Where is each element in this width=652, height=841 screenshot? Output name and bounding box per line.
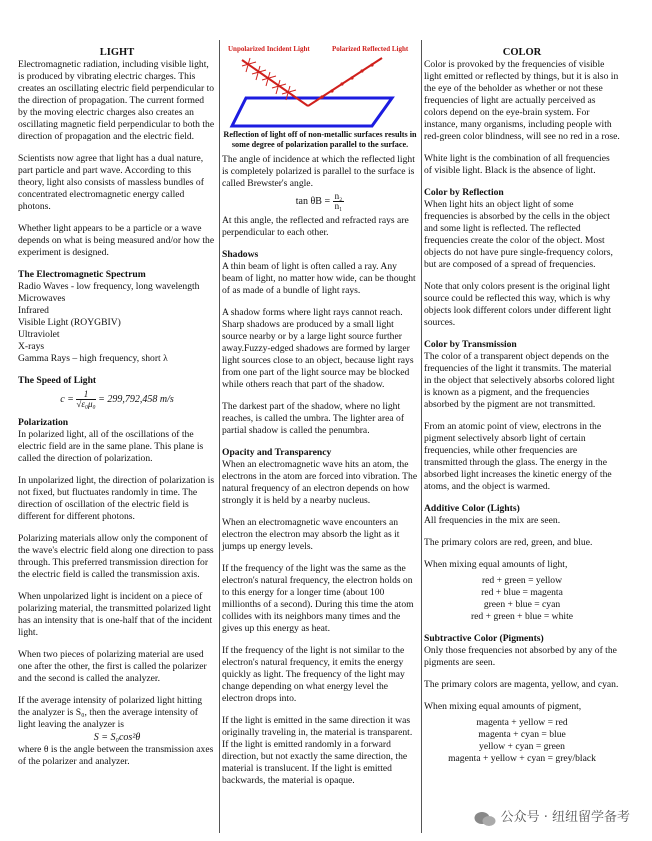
paragraph: In polarized light, all of the oscillations of the electric field are in the same plane. This plane is called the direction of polarization.	[18, 429, 204, 464]
mix-rule: red + green = yellow	[481, 575, 563, 586]
paragraph: If the frequency of the light is not similar to the electron's natural frequency, it emits the energy quickly as light. The frequency of the light may change depending on what energy level the electron drops into.	[222, 645, 405, 704]
column-color	[424, 0, 620, 841]
spectrum-item: X-rays	[18, 341, 45, 352]
paragraph: Electromagnetic radiation, including visible light, is produced by vibrating electric charges. This creates an oscillating electric field perpendicular to the direction of propagation. The current formed by the moving electric charges also creates an oscillating magnetic field perpendicular to both the direction of propagation and the electric field.	[18, 59, 215, 142]
heading-opacity: Opacity and Transparency	[222, 447, 332, 458]
spectrum-list	[18, 281, 216, 365]
paragraph: Color is provoked by the frequencies of visible light emitted or reflected by things, but it is also in the eye of the beholder as whether or not these frequencies of light are actually perceived as colors depend on the eye-brain system. For instance, many organisms, including people with red-green color blindness, will see no red in a rose.	[424, 59, 620, 142]
speed-of-light-equation: c = $\frac{1}{\text{√ε₀μ₀}}$ = 299,792,458 m/s	[60, 389, 174, 409]
paragraph: Polarizing materials allow only the component of the wave's electric field along one direction to pass through. This preferred transmission direction for the electric field is called the transmission axis.	[18, 533, 214, 580]
column-reflection-shadows	[222, 0, 418, 841]
mix-rule: green + blue = cyan	[483, 599, 561, 610]
heading-em-spectrum: The Electromagnetic Spectrum	[18, 269, 146, 280]
heading-color-by-transmission: Color by Transmission	[424, 339, 517, 350]
wechat-icon	[474, 811, 496, 827]
column-light	[18, 0, 216, 841]
spectrum-item: Visible Light (ROYGBIV)	[18, 317, 121, 328]
brewster-equation: tan θB = $\frac{\text{n₂}}{\text{n₁}}$	[295, 191, 343, 211]
paragraph: White light is the combination of all frequencies of visible light. Black is the absence of light.	[424, 153, 610, 176]
paragraph: The angle of incidence at which the reflected light is completely polarized is parallel to the surface is called Brewster's angle.	[222, 154, 415, 189]
paragraph: Only those frequencies not absorbed by any of the pigments are seen.	[424, 645, 617, 668]
reflection-diagram-svg	[222, 44, 418, 130]
diagram-label-incident: Unpolarized Incident Light	[228, 45, 310, 53]
paragraph: All frequencies in the mix are seen.	[424, 515, 561, 526]
section-title-color: COLOR	[502, 47, 542, 58]
column-divider	[219, 40, 220, 833]
spectrum-item: Infrared	[18, 305, 49, 316]
paragraph: In unpolarized light, the direction of polarization is not fixed, but fluctuates randomly in time. The direction of oscillation of the electric field is different for different photons.	[18, 475, 215, 522]
additive-mix-list	[424, 575, 620, 623]
paragraph: When two pieces of polarizing material are used one after the other, the first is called the polarizer and the second is called the analyzer.	[18, 649, 207, 684]
paragraph: Scientists now agree that light has a dual nature, part particle and part wave. According to this theory, light also consists of massless bundles of concentrated electromagnetic energy called photons.	[18, 153, 204, 212]
paragraph: Note that only colors present is the original light source could be reflected this way, which is why objects look different colors under different light sources.	[424, 281, 612, 328]
heading-polarization: Polarization	[18, 417, 69, 428]
paragraph: When mixing equal amounts of pigment,	[424, 701, 582, 712]
malus-law-equation: S = S₀cos²θ	[93, 732, 141, 743]
diagram-label-reflected: Polarized Reflected Light	[332, 45, 409, 53]
paragraph: The color of a transparent object depends on the frequencies of the light it transmits. The material in the object that selectively absorbs colored light is known as a pigment, and the frequencies absorbed by the pigment are not transmitted.	[424, 351, 615, 410]
mix-rule: magenta + yellow = red	[476, 717, 568, 728]
heading-color-by-reflection: Color by Reflection	[424, 187, 504, 198]
paragraph: When mixing equal amounts of light,	[424, 559, 568, 570]
paragraph: The primary colors are red, green, and blue.	[424, 537, 593, 548]
paragraph: When an electromagnetic wave hits an atom, the electrons in the atom are forced into vibration. The natural frequency of an electron depends on how strongly it is held by a nearby nucleus.	[222, 459, 418, 506]
paragraph: When an electromagnetic wave encounters an electron the electron may absorb the light as it jumps up energy levels.	[222, 517, 400, 552]
heading-shadows: Shadows	[222, 249, 259, 260]
paragraph: The primary colors are magenta, yellow, and cyan.	[424, 679, 619, 690]
heading-subtractive-color: Subtractive Color (Pigments)	[424, 633, 544, 644]
mix-rule: yellow + cyan = green	[479, 741, 565, 752]
spectrum-item: Gamma Rays – high frequency, short λ	[18, 353, 168, 364]
paragraph: If the light is emitted in the same direction it was originally traveling in, the material is transparent. If the light is emitted randomly in a forward direction, but not exactly the same direction, the material is translucent. If the light is emitted backwards, the material is opaque.	[222, 715, 413, 786]
reflection-diagram	[222, 44, 418, 130]
mix-rule: red + blue = magenta	[481, 587, 563, 598]
watermark: 公众号 · 纽纽留学备考	[500, 810, 630, 825]
subtractive-mix-list	[424, 717, 620, 765]
paragraph: If the frequency of the light was the same as the electron's natural frequency, the electron holds on to this energy for a longer time (about 100 millionths of a second). During this time the atom collides with its neighbors many times and the gives up this energy as heat.	[222, 563, 414, 634]
paragraph: A thin beam of light is often called a ray. Any beam of light, no matter how wide, can be thought of as made of a bundle of light rays.	[222, 261, 416, 296]
heading-speed-of-light: The Speed of Light	[18, 375, 97, 386]
diagram-caption: Reflection of light off of non-metallic surfaces results in some degree of polarization parallel to the surface.	[223, 130, 417, 149]
paragraph: At this angle, the reflected and refracted rays are perpendicular to each other.	[222, 215, 409, 238]
surface-plane	[232, 98, 392, 126]
spectrum-item: Ultraviolet	[18, 329, 60, 340]
spectrum-item: Radio Waves - low frequency, long wavelength	[18, 281, 200, 292]
paragraph: From an atomic point of view, electrons in the pigment selectively absorb light of certain frequencies, while other frequencies are transmitted through the glass. The energy in the absorbed light increases the kinetic energy of the atoms, and the object is warmed.	[424, 421, 612, 492]
paragraph: The darkest part of the shadow, where no light reaches, is called the umbra. The lighter area of partial shadow is called the penumbra.	[222, 401, 405, 436]
mix-rule: red + green + blue = white	[470, 611, 573, 622]
heading-additive-color: Additive Color (Lights)	[424, 503, 520, 514]
column-divider	[421, 40, 422, 833]
paragraph: where θ is the angle between the transmission axes of the polarizer and analyzer.	[18, 744, 214, 767]
section-title-light: LIGHT	[99, 47, 135, 58]
paragraph: When unpolarized light is incident on a piece of polarizing material, the transmitted polarized light has an intensity that is one-half that of the incident light.	[18, 591, 213, 638]
paragraph: Whether light appears to be a particle or a wave depends on what is being measured and/or how the experiment is designed.	[18, 223, 215, 258]
paragraph: When light hits an object light of some frequencies is absorbed by the cells in the object and some light is reflected. The reflected frequencies create the color of the object. Most objects do not have pure single-frequency colors, but are composed of a spread of frequencies.	[424, 199, 613, 270]
paragraph: If the average intensity of polarized light hitting the analyzer is S₀, then the average intensity of light leaving the analyzer is	[18, 695, 203, 730]
mix-rule: magenta + cyan = blue	[478, 729, 566, 740]
spectrum-item: Microwaves	[18, 293, 66, 304]
paragraph: A shadow forms where light rays cannot reach. Sharp shadows are produced by a small light source nearby or by a large light source further away.Fuzzy-edged shadows are formed by larger light sources close to an object, because light rays from one part of the light source may be blocked while others reach that part of the shadow.	[222, 307, 414, 390]
mix-rule: magenta + yellow + cyan = grey/black	[448, 753, 596, 764]
